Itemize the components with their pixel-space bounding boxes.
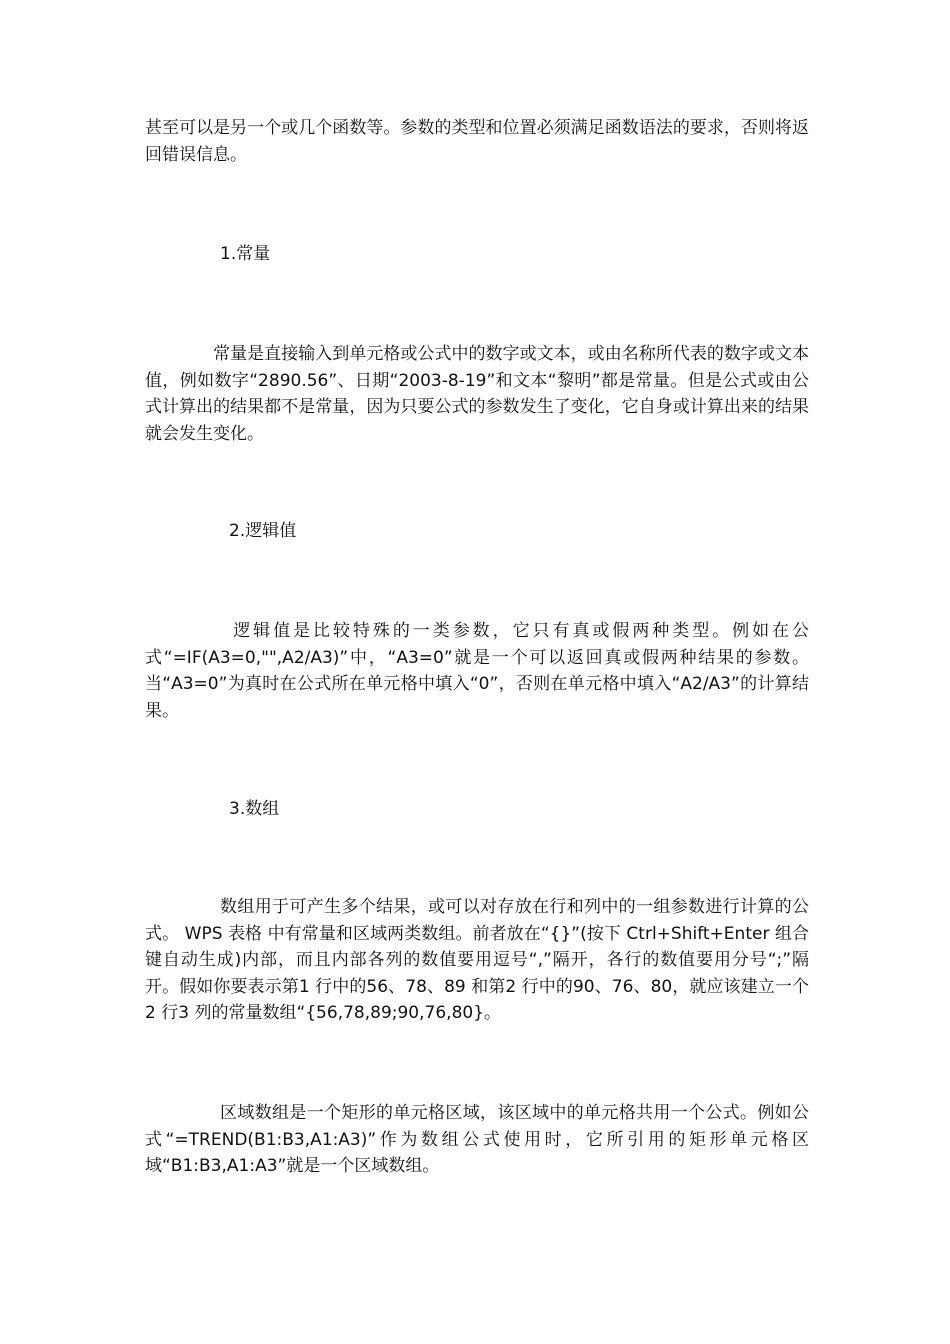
heading-constant: 1.常量 — [220, 244, 271, 264]
heading-array: 3.数组 — [229, 799, 280, 819]
paragraph-intro: 甚至可以是另一个或几个函数等。参数的类型和位置必须满足函数语法的要求，否则将返回错误信息。 — [145, 118, 809, 165]
heading-logical: 2.逻辑值 — [229, 521, 297, 541]
paragraph-constant: 常量是直接输入到单元格或公式中的数字或文本，或由名称所代表的数字或文本值，例如数字“2890.56”、日期“2003-8-19”和文本“黎明”都是常量。但是公式或由公式计算出的结果都不是常量，因为只要公式的参数发生了变化，它自身或计算出来的结果就会发生变化。 — [145, 344, 809, 444]
paragraph-range-array: 区域数组是一个矩形的单元格区域，该区域中的单元格共用一个公式。例如公式“=TREND(B1:B3,A1:A3)”作为数组公式使用时，它所引用的矩形单元格区域“B1:B3,A1:A3”就是一个区域数组。 — [145, 1103, 809, 1176]
paragraph-array: 数组用于可产生多个结果，或可以对存放在行和列中的一组参数进行计算的公式。 WPS 表格 中有常量和区域两类数组。前者放在“{}”(按下 Ctrl+Shift+Enter 组合键自动生成)内部，而且内部各列的数值要用逗号“,”隔开，各行的数值要用分号“;”隔开。假如你要表示第1 行中的56、78、89 和第2 行中的90、76、80，就应该建立一个2 行3 列的常量数组“{56,78,89;90,76,80}。 — [145, 897, 809, 1023]
paragraph-logical: 逻辑值是比较特殊的一类参数，它只有真或假两种类型。例如在公式“=IF(A3=0,"",A2/A3)”中，“A3=0”就是一个可以返回真或假两种结果的参数。当“A3=0”为真时在公式所在单元格中填入“0”，否则在单元格中填入“A2/A3”的计算结果。 — [145, 621, 809, 721]
